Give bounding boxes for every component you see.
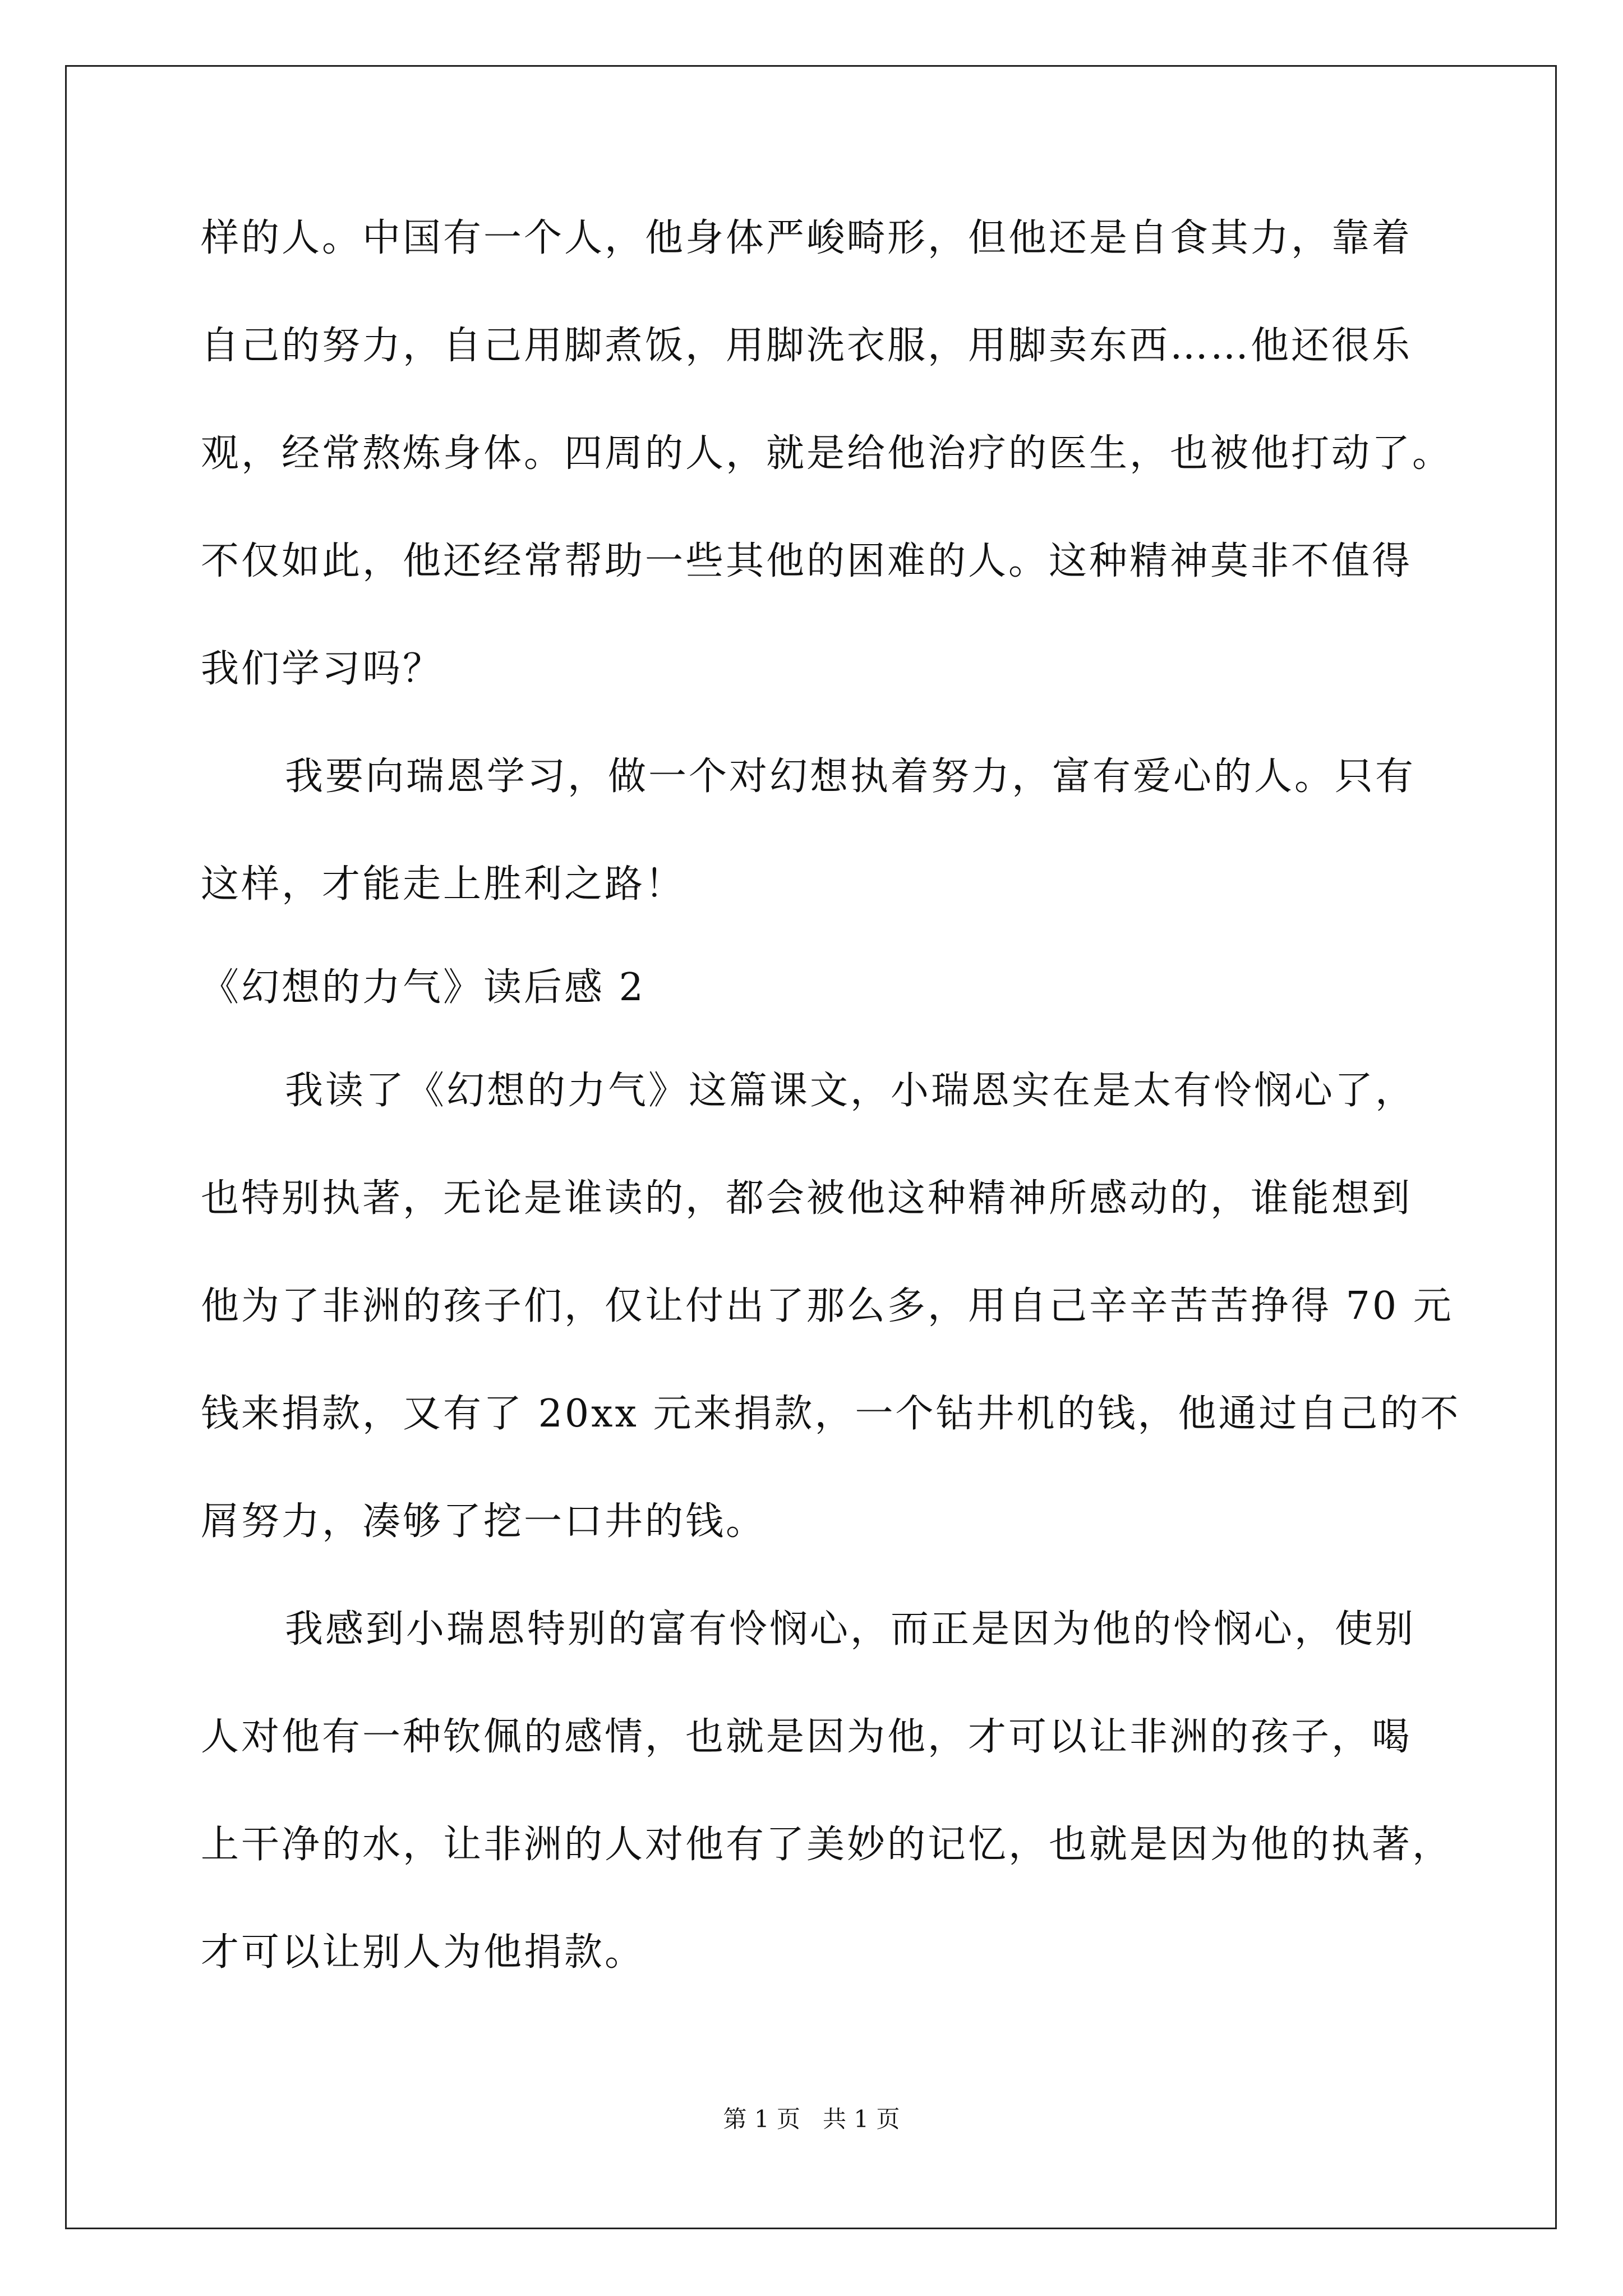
text-line: 自己的努力，自己用脚煮饭，用脚洗衣服，用脚卖东西……他还很乐 [201, 324, 1413, 368]
text-line: 人对他有一种钦佩的感情，也就是因为他，才可以让非洲的孩子，喝 [201, 1715, 1413, 1759]
text-line: 这样，才能走上胜利之路！ [201, 862, 686, 907]
page-footer: 第 1 页 共 1 页 [723, 2105, 900, 2133]
text-line: 我感到小瑞恩特别的富有怜悯心，而正是因为他的怜悯心，使别 [285, 1607, 1416, 1651]
text-line: 我们学习吗？ [201, 647, 444, 691]
page-frame [65, 65, 1557, 2229]
section-heading: 《幻想的力气》读后感 2 [201, 965, 645, 1010]
text-line: 钱来捐款，又有了 20xx 元来捐款，一个钻井机的钱，他通过自己的不 [201, 1392, 1461, 1436]
text-line: 上干净的水，让非洲的人对他有了美妙的记忆，也就是因为他的执著， [201, 1823, 1453, 1867]
text-line: 他为了非洲的孩子们，仅让付出了那么多，用自己辛辛苦苦挣得 70 元 [201, 1284, 1454, 1328]
text-line: 样的人。中国有一个人，他身体严峻畸形，但他还是自食其力，靠着 [201, 216, 1413, 260]
text-line: 也特别执著，无论是谁读的，都会被他这种精神所感动的，谁能想到 [201, 1176, 1413, 1221]
text-line: 不仅如此，他还经常帮助一些其他的困难的人。这种精神莫非不值得 [201, 539, 1413, 583]
text-line: 我要向瑞恩学习，做一个对幻想执着努力，富有爱心的人。只有 [285, 754, 1416, 799]
text-line: 我读了《幻想的力气》这篇课文，小瑞恩实在是太有怜悯心了， [285, 1069, 1416, 1113]
text-line: 屑努力，凑够了挖一口井的钱。 [201, 1499, 767, 1544]
text-line: 观，经常熬炼身体。四周的人，就是给他治疗的医生，也被他打动了。 [201, 431, 1453, 476]
text-line: 才可以让别人为他捐款。 [201, 1930, 645, 1975]
